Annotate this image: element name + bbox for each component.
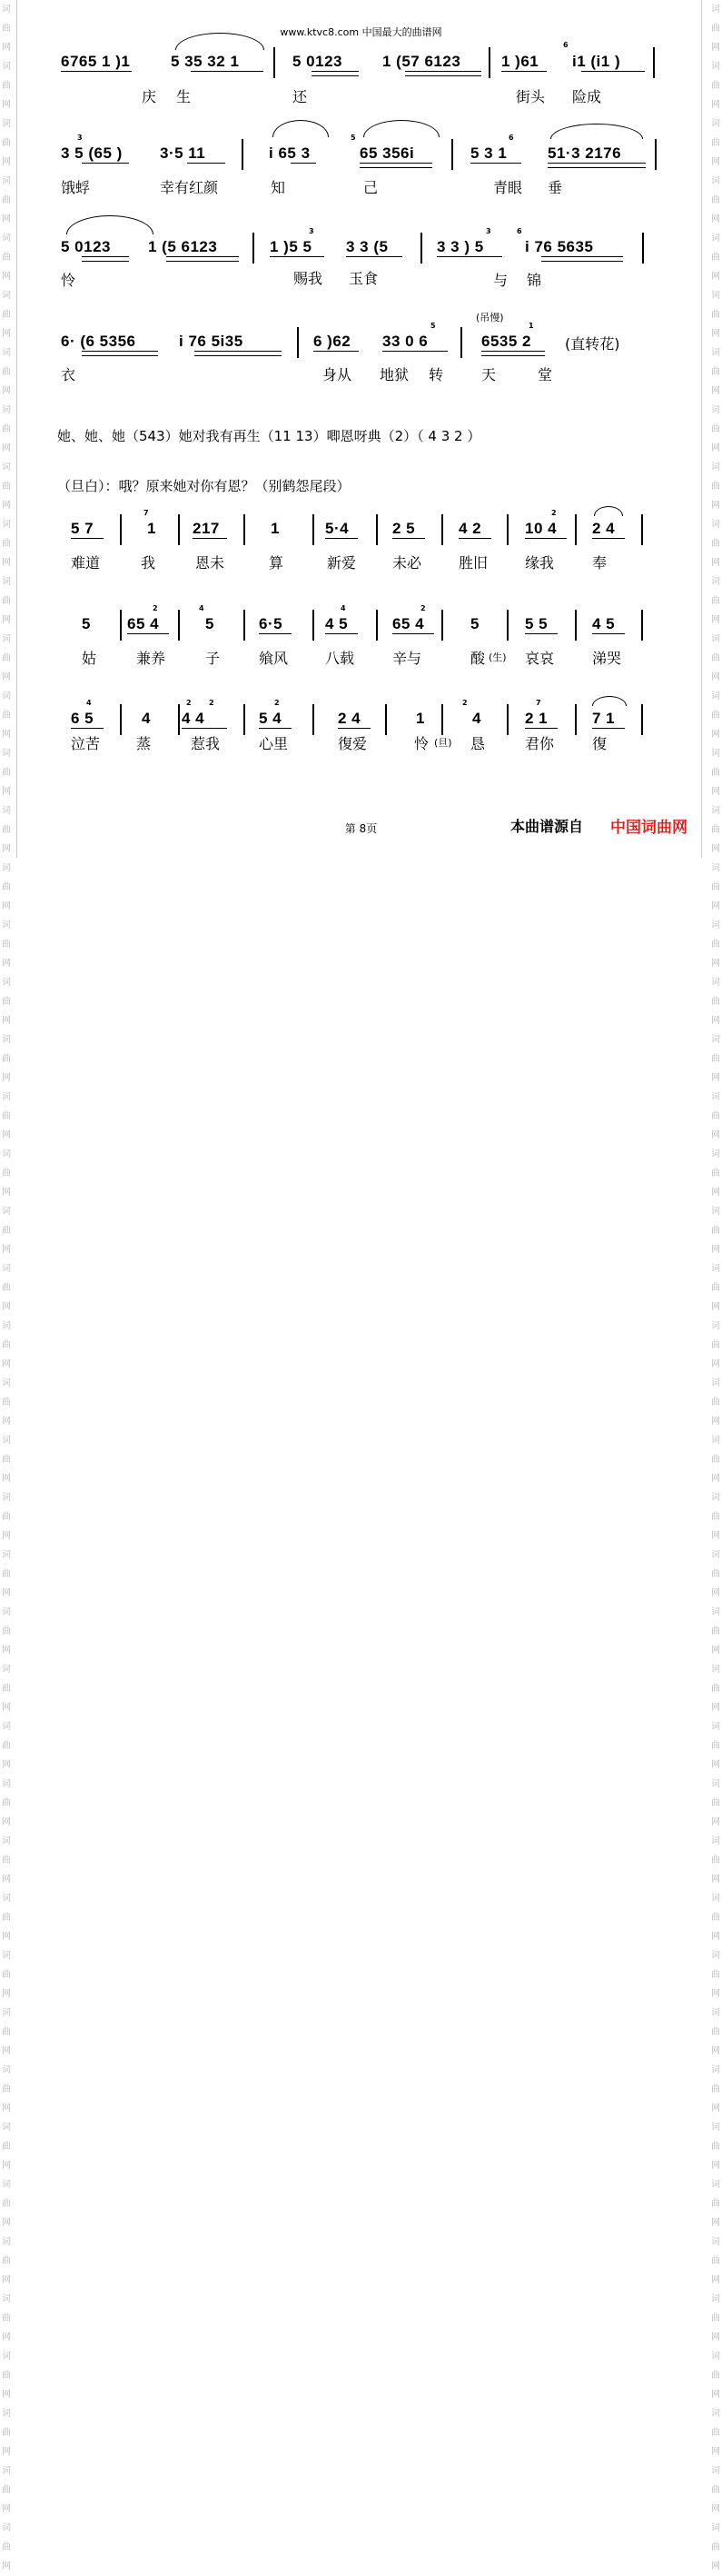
barline bbox=[312, 610, 314, 641]
page-number: 第 8页 bbox=[344, 822, 378, 835]
measure: 7 1 bbox=[592, 710, 616, 727]
barline bbox=[120, 704, 122, 735]
underline bbox=[191, 71, 263, 72]
underline bbox=[313, 351, 359, 352]
lyric: 锦 bbox=[527, 272, 542, 289]
measure: 1 bbox=[271, 520, 280, 537]
slur bbox=[594, 506, 623, 516]
measure: 4 2 bbox=[459, 520, 482, 537]
lyric: 饿蜉 bbox=[61, 179, 91, 196]
underline bbox=[592, 633, 625, 634]
measure: 4 bbox=[472, 710, 481, 727]
lyric: 险成 bbox=[572, 88, 602, 105]
lyric: 堂 bbox=[538, 366, 553, 383]
slur bbox=[363, 120, 440, 137]
measure: 3·5 11 bbox=[160, 144, 206, 162]
barline bbox=[641, 514, 643, 545]
barline bbox=[575, 704, 577, 735]
lyric: 玉食 bbox=[349, 270, 379, 287]
measure: 5 5 bbox=[525, 615, 549, 632]
barline bbox=[420, 233, 422, 264]
left-watermark: 词曲网词曲网词曲网词曲网词曲网词曲网词曲网词曲网词曲网词曲网词曲网词曲网词曲网词曲网词曲网词曲网词曲网词曲网词曲网词曲网词曲网词曲网词曲网词曲网词曲网词曲网词曲网词曲网词曲网词曲网词曲网词曲网词曲网词曲网词曲网词曲网词曲网词曲网词曲网词曲网词曲网词曲网词曲网词曲网词曲网 bbox=[2, 5, 11, 2571]
underline bbox=[581, 71, 645, 72]
underline bbox=[259, 633, 292, 634]
lyric: 恩未 bbox=[195, 554, 225, 572]
measure: 5 7 bbox=[71, 520, 94, 537]
measure: 65 4 bbox=[392, 615, 425, 632]
barline bbox=[120, 610, 122, 641]
lyric: 知 bbox=[271, 179, 286, 196]
tempo-mark: (吊慢) bbox=[476, 312, 504, 323]
lyric: 赐我 bbox=[293, 270, 323, 287]
measure: 4 bbox=[142, 710, 151, 727]
underline bbox=[592, 538, 625, 539]
lyric: 恳 bbox=[470, 735, 486, 752]
barline bbox=[460, 327, 462, 358]
dialogue-line: （旦白）：哦？原来她对你有恩？（别鹤怨尾段） bbox=[57, 478, 351, 494]
barline bbox=[243, 610, 245, 641]
slur bbox=[592, 696, 627, 706]
underline bbox=[382, 351, 448, 352]
double-underline bbox=[312, 71, 359, 76]
barline bbox=[242, 139, 243, 170]
lyric: 胜旧 bbox=[459, 554, 489, 572]
lyric: 转 bbox=[429, 366, 444, 383]
barline bbox=[178, 704, 180, 735]
barline bbox=[575, 514, 577, 545]
measure: 4 5 bbox=[325, 615, 349, 632]
lyric: 街头 bbox=[516, 88, 546, 105]
barline bbox=[441, 610, 443, 641]
underline bbox=[127, 633, 169, 634]
lyric: 难道 bbox=[71, 554, 101, 572]
lyric: 兼养 bbox=[136, 650, 166, 667]
barline bbox=[641, 610, 643, 641]
barline bbox=[120, 514, 122, 545]
role-note: (旦) bbox=[434, 737, 452, 749]
measure: 5 3 1 bbox=[470, 144, 508, 162]
lyric: 哀哀 bbox=[525, 650, 555, 667]
performance-note: (直转花) bbox=[565, 335, 620, 353]
slur bbox=[66, 215, 153, 234]
barline bbox=[655, 139, 657, 170]
measure: 6· (6 5356 bbox=[61, 333, 136, 350]
measure: i 76 5635 bbox=[525, 238, 594, 255]
slur bbox=[550, 124, 643, 139]
measure: 3 3 ) 5 bbox=[437, 238, 484, 255]
lyric: 与 bbox=[493, 272, 509, 289]
measure: 10 4 bbox=[525, 520, 558, 537]
underline bbox=[592, 728, 625, 729]
barline bbox=[376, 610, 378, 641]
site-header: www.ktvc8.com 中国最大的曲谱网 bbox=[280, 26, 442, 38]
measure: i 65 3 bbox=[269, 144, 311, 162]
lyric: 復 bbox=[592, 735, 608, 752]
measure: 5 0123 bbox=[292, 53, 342, 70]
barline bbox=[385, 704, 387, 735]
right-margin-line bbox=[701, 0, 702, 858]
lyric: 心里 bbox=[259, 735, 289, 752]
barline bbox=[243, 514, 245, 545]
double-underline bbox=[82, 351, 158, 356]
measure: 4 5 bbox=[592, 615, 616, 632]
measure: 5 0123 bbox=[61, 238, 111, 255]
underline bbox=[392, 633, 434, 634]
lyric: 泣苦 bbox=[71, 735, 101, 752]
measure: 2 5 bbox=[392, 520, 416, 537]
measure: 217 bbox=[193, 520, 220, 537]
measure: 5·4 bbox=[325, 520, 350, 537]
slur bbox=[272, 120, 329, 137]
measure: 5 bbox=[82, 615, 91, 632]
measure: i1 (i1 ) bbox=[572, 53, 621, 70]
underline bbox=[470, 163, 521, 164]
barline bbox=[653, 47, 655, 78]
lyric: 涕哭 bbox=[592, 650, 622, 667]
barline bbox=[507, 704, 509, 735]
measure: 5 bbox=[205, 615, 214, 632]
lyric: 君你 bbox=[525, 735, 555, 752]
underline bbox=[259, 728, 292, 729]
measure: 3 5 (65 ) bbox=[61, 144, 123, 162]
underline bbox=[270, 256, 324, 257]
barline bbox=[575, 610, 577, 641]
double-underline bbox=[481, 351, 545, 356]
lyric: 蒸 bbox=[136, 735, 152, 752]
lyric: 未必 bbox=[392, 554, 422, 572]
barline bbox=[178, 610, 180, 641]
lyric: 还 bbox=[292, 88, 308, 105]
double-underline bbox=[166, 256, 239, 262]
underline bbox=[193, 538, 227, 539]
barline bbox=[178, 514, 180, 545]
lyric: 天 bbox=[481, 366, 497, 383]
lyric: 飨风 bbox=[259, 650, 289, 667]
underline bbox=[187, 163, 225, 164]
double-underline bbox=[194, 351, 282, 356]
lyric: 衣 bbox=[61, 366, 76, 383]
underline bbox=[61, 71, 132, 72]
lyric: 八载 bbox=[325, 650, 355, 667]
left-margin-line bbox=[16, 0, 17, 858]
underline bbox=[392, 538, 425, 539]
measure: 1 bbox=[147, 520, 156, 537]
lyric: 復爱 bbox=[338, 735, 368, 752]
lyric: 我 bbox=[141, 554, 156, 572]
barline bbox=[312, 514, 314, 545]
lyric: 怜 bbox=[414, 735, 430, 752]
lyric: 青眼 bbox=[493, 179, 523, 196]
lyric: 怜 bbox=[61, 272, 76, 289]
double-underline bbox=[360, 163, 432, 168]
underline bbox=[291, 163, 316, 164]
lyric: 算 bbox=[269, 554, 284, 572]
lyric: 幸有红颜 bbox=[160, 179, 219, 196]
underline bbox=[525, 538, 567, 539]
lyric: 奉 bbox=[592, 554, 608, 572]
barline bbox=[441, 514, 443, 545]
underline bbox=[525, 633, 558, 634]
lyric: 子 bbox=[205, 650, 221, 667]
measure: 5 4 bbox=[259, 710, 282, 727]
barline bbox=[489, 47, 490, 78]
dialogue-line: 她、她、她（543）她对我有再生（11 13）唧恩呀典（2）（ 4 3 2 ） bbox=[57, 428, 481, 444]
lyric: 垂 bbox=[548, 179, 563, 196]
measure: 65 356i bbox=[360, 144, 415, 162]
barline bbox=[507, 514, 509, 545]
measure: 2 4 bbox=[592, 520, 616, 537]
underline bbox=[325, 633, 358, 634]
lyric: 酸 bbox=[470, 650, 486, 667]
underline bbox=[501, 71, 547, 72]
barline bbox=[642, 233, 644, 264]
lyric: 己 bbox=[363, 179, 379, 196]
measure: 5 bbox=[470, 615, 480, 632]
barline bbox=[451, 139, 453, 170]
underline bbox=[346, 256, 402, 257]
measure: 1 )61 bbox=[501, 53, 539, 70]
lyric: 生 bbox=[176, 88, 192, 105]
underline bbox=[437, 256, 502, 257]
underline bbox=[325, 538, 358, 539]
lyric: 身从 bbox=[322, 366, 352, 383]
double-underline bbox=[541, 256, 623, 262]
lyric: 缘我 bbox=[525, 554, 555, 572]
lyric: 惹我 bbox=[191, 735, 221, 752]
underline bbox=[338, 728, 371, 729]
brand-link[interactable]: 中国词曲网 bbox=[610, 819, 687, 837]
measure: 6765 1 )1 bbox=[61, 53, 131, 70]
lyric: 新爱 bbox=[327, 554, 357, 572]
measure: 1 (5 6123 bbox=[148, 238, 218, 255]
barline bbox=[243, 704, 245, 735]
barline bbox=[376, 514, 378, 545]
right-watermark: 词曲网词曲网词曲网词曲网词曲网词曲网词曲网词曲网词曲网词曲网词曲网词曲网词曲网词曲网词曲网词曲网词曲网词曲网词曲网词曲网词曲网词曲网词曲网词曲网词曲网词曲网词曲网词曲网词曲网词曲网词曲网词曲网词曲网词曲网词曲网词曲网词曲网词曲网词曲网词曲网词曲网词曲网词曲网词曲网词曲网 bbox=[711, 5, 720, 2571]
double-underline bbox=[548, 163, 646, 168]
underline bbox=[459, 538, 491, 539]
measure: 4 4 bbox=[182, 710, 205, 727]
barline bbox=[507, 610, 509, 641]
measure: 6 5 bbox=[71, 710, 94, 727]
measure: 5 35 32 1 bbox=[171, 53, 240, 70]
lyric: 庆 bbox=[142, 88, 157, 105]
measure: 1 (57 6123 bbox=[382, 53, 461, 70]
measure: 2 4 bbox=[338, 710, 361, 727]
measure: 1 )5 5 bbox=[270, 238, 312, 255]
barline bbox=[273, 47, 275, 78]
underline bbox=[82, 163, 129, 164]
barline bbox=[441, 704, 443, 735]
role-note: (生) bbox=[489, 651, 507, 663]
lyric: 姑 bbox=[82, 650, 97, 667]
double-underline bbox=[82, 256, 129, 262]
lyric: 辛与 bbox=[392, 650, 422, 667]
barline bbox=[252, 233, 254, 264]
measure: 6·5 bbox=[259, 615, 283, 632]
barline bbox=[641, 704, 643, 735]
measure: 33 0 6 bbox=[382, 333, 429, 350]
measure: 51·3 2176 bbox=[548, 144, 622, 162]
measure: 6 )62 bbox=[313, 333, 351, 350]
lyric: 地狱 bbox=[380, 366, 410, 383]
underline bbox=[182, 728, 227, 729]
measure: 3 3 (5 bbox=[346, 238, 389, 255]
barline bbox=[297, 327, 299, 358]
underline bbox=[71, 538, 104, 539]
barline bbox=[312, 704, 314, 735]
underline bbox=[71, 728, 104, 729]
double-underline bbox=[405, 71, 481, 76]
measure: 2 1 bbox=[525, 710, 549, 727]
measure: i 76 5i35 bbox=[179, 333, 243, 350]
measure: 1 bbox=[416, 710, 425, 727]
underline bbox=[525, 728, 558, 729]
measure: 6535 2 bbox=[481, 333, 531, 350]
source-label: 本曲谱源自 bbox=[510, 818, 584, 835]
measure: 65 4 bbox=[127, 615, 160, 632]
